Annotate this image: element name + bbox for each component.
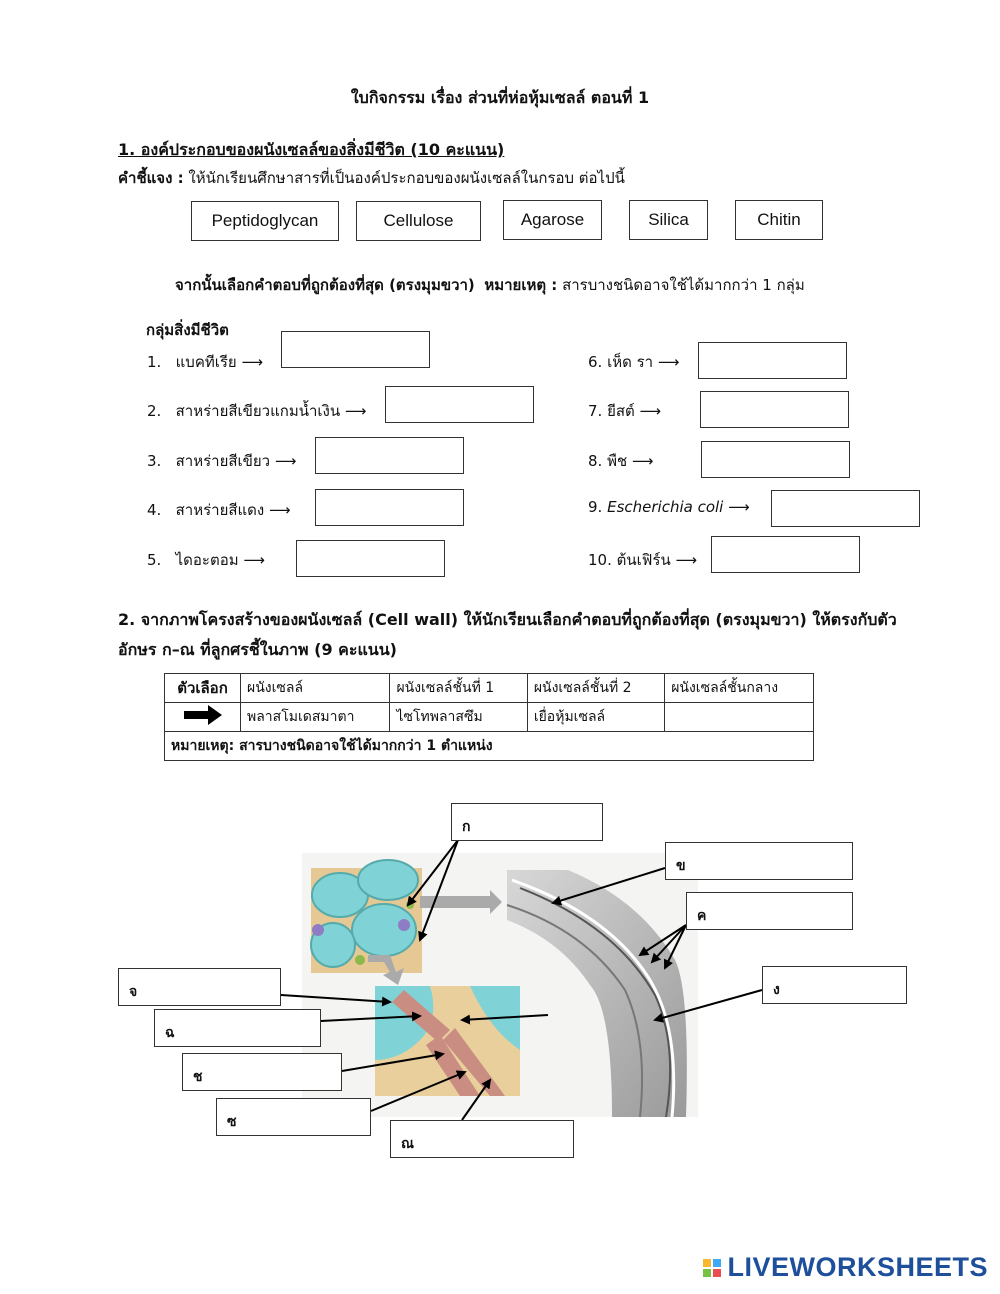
question-item: 5. ไดอะตอม ⟶ xyxy=(147,551,265,569)
question-item: 4. สาหร่ายสีแดง ⟶ xyxy=(147,501,291,519)
label-box-cho-ching[interactable]: ฉ xyxy=(154,1009,321,1047)
question-item: 7. ยีสต์ ⟶ xyxy=(588,402,662,420)
question-item: 3. สาหร่ายสีเขียว ⟶ xyxy=(147,452,297,470)
label-box-ngo[interactable]: ง xyxy=(762,966,907,1004)
section2-heading: 2. จากภาพโครงสร้างของผนังเซลล์ (Cell wall) ให้นักเรียนเลือกคำตอบที่ถูกต้องที่สุด (ตรงมุมขวา) ให้ตรงกับตัวอักษร ก–ณ ที่ลูกศรชี้ในภาพ (9 คะแนน) xyxy=(118,610,897,659)
label-box-kho[interactable]: ข xyxy=(665,842,853,880)
option-box: Silica xyxy=(629,200,708,240)
label-box-kho-khwai[interactable]: ค xyxy=(686,892,853,930)
question-item: 10. ต้นเฟิร์น ⟶ xyxy=(588,551,697,569)
table-cell: ผนังเซลล์ชั้นกลาง xyxy=(665,674,814,703)
option-box: Agarose xyxy=(503,200,602,240)
question-item: 8. พืช ⟶ xyxy=(588,452,654,470)
section1-heading: 1. องค์ประกอบของผนังเซลล์ของสิ่งมีชีวิต (10 คะแนน) xyxy=(118,140,505,159)
option-box: Chitin xyxy=(735,200,823,240)
table-cell: เยื่อหุ้มเซลล์ xyxy=(527,703,664,732)
table-note: หมายเหตุ: สารบางชนิดอาจใช้ได้มากกว่า 1 ตำแหน่ง xyxy=(165,732,814,761)
table-cell: ผนังเซลล์ xyxy=(241,674,390,703)
cell-cluster-illustration xyxy=(311,860,422,973)
table-cell: พลาสโมเดสมาตา xyxy=(241,703,390,732)
brand-text: LIVEWORKSHEETS xyxy=(727,1252,988,1282)
note-label: หมายเหตุ : xyxy=(484,276,558,294)
label-box-yo-ying[interactable]: ณ xyxy=(390,1120,574,1158)
option-box: Cellulose xyxy=(356,201,481,241)
instruction-text: ให้นักเรียนศึกษาสารที่เป็นองค์ประกอบของผนังเซลล์ในกรอบ ต่อไปนี้ xyxy=(188,169,625,187)
note-text: สารบางชนิดอาจใช้ได้มากกว่า 1 กลุ่ม xyxy=(562,276,805,294)
question-item: 6. เห็ด รา ⟶ xyxy=(588,353,680,371)
table-cell: ผนังเซลล์ชั้นที่ 1 xyxy=(390,674,527,703)
option-box: Peptidoglycan xyxy=(191,201,339,241)
label-box-cho-chang[interactable]: ช xyxy=(182,1053,342,1091)
question-item: 1. แบคทีเรีย ⟶ xyxy=(147,353,263,371)
then-text: จากนั้นเลือกคำตอบที่ถูกต้องที่สุด (ตรงมุมขวา) xyxy=(175,276,475,294)
page-title: ใบกิจกรรม เรื่อง ส่วนที่ห่อหุ้มเซลล์ ตอนที่ 1 xyxy=(350,88,650,107)
question-item: 2. สาหร่ายสีเขียวแกมน้ำเงิน ⟶ xyxy=(147,402,367,420)
instruction-label: คำชี้แจง : xyxy=(118,169,184,187)
liveworksheets-logo xyxy=(703,1252,988,1283)
question-item: 9. Escherichia coli ⟶ xyxy=(588,498,750,516)
table-cell: ไซโทพลาสซึม xyxy=(390,703,527,732)
label-box-ko[interactable]: ก xyxy=(451,803,603,841)
logo-blocks-icon xyxy=(703,1259,721,1277)
label-box-so[interactable]: ซ xyxy=(216,1098,371,1136)
table-cell: ผนังเซลล์ชั้นที่ 2 xyxy=(527,674,664,703)
group-heading: กลุ่มสิ่งมีชีวิต xyxy=(146,321,229,339)
label-box-cho[interactable]: จ xyxy=(118,968,281,1006)
options-head-cell: ตัวเลือก xyxy=(165,674,241,703)
